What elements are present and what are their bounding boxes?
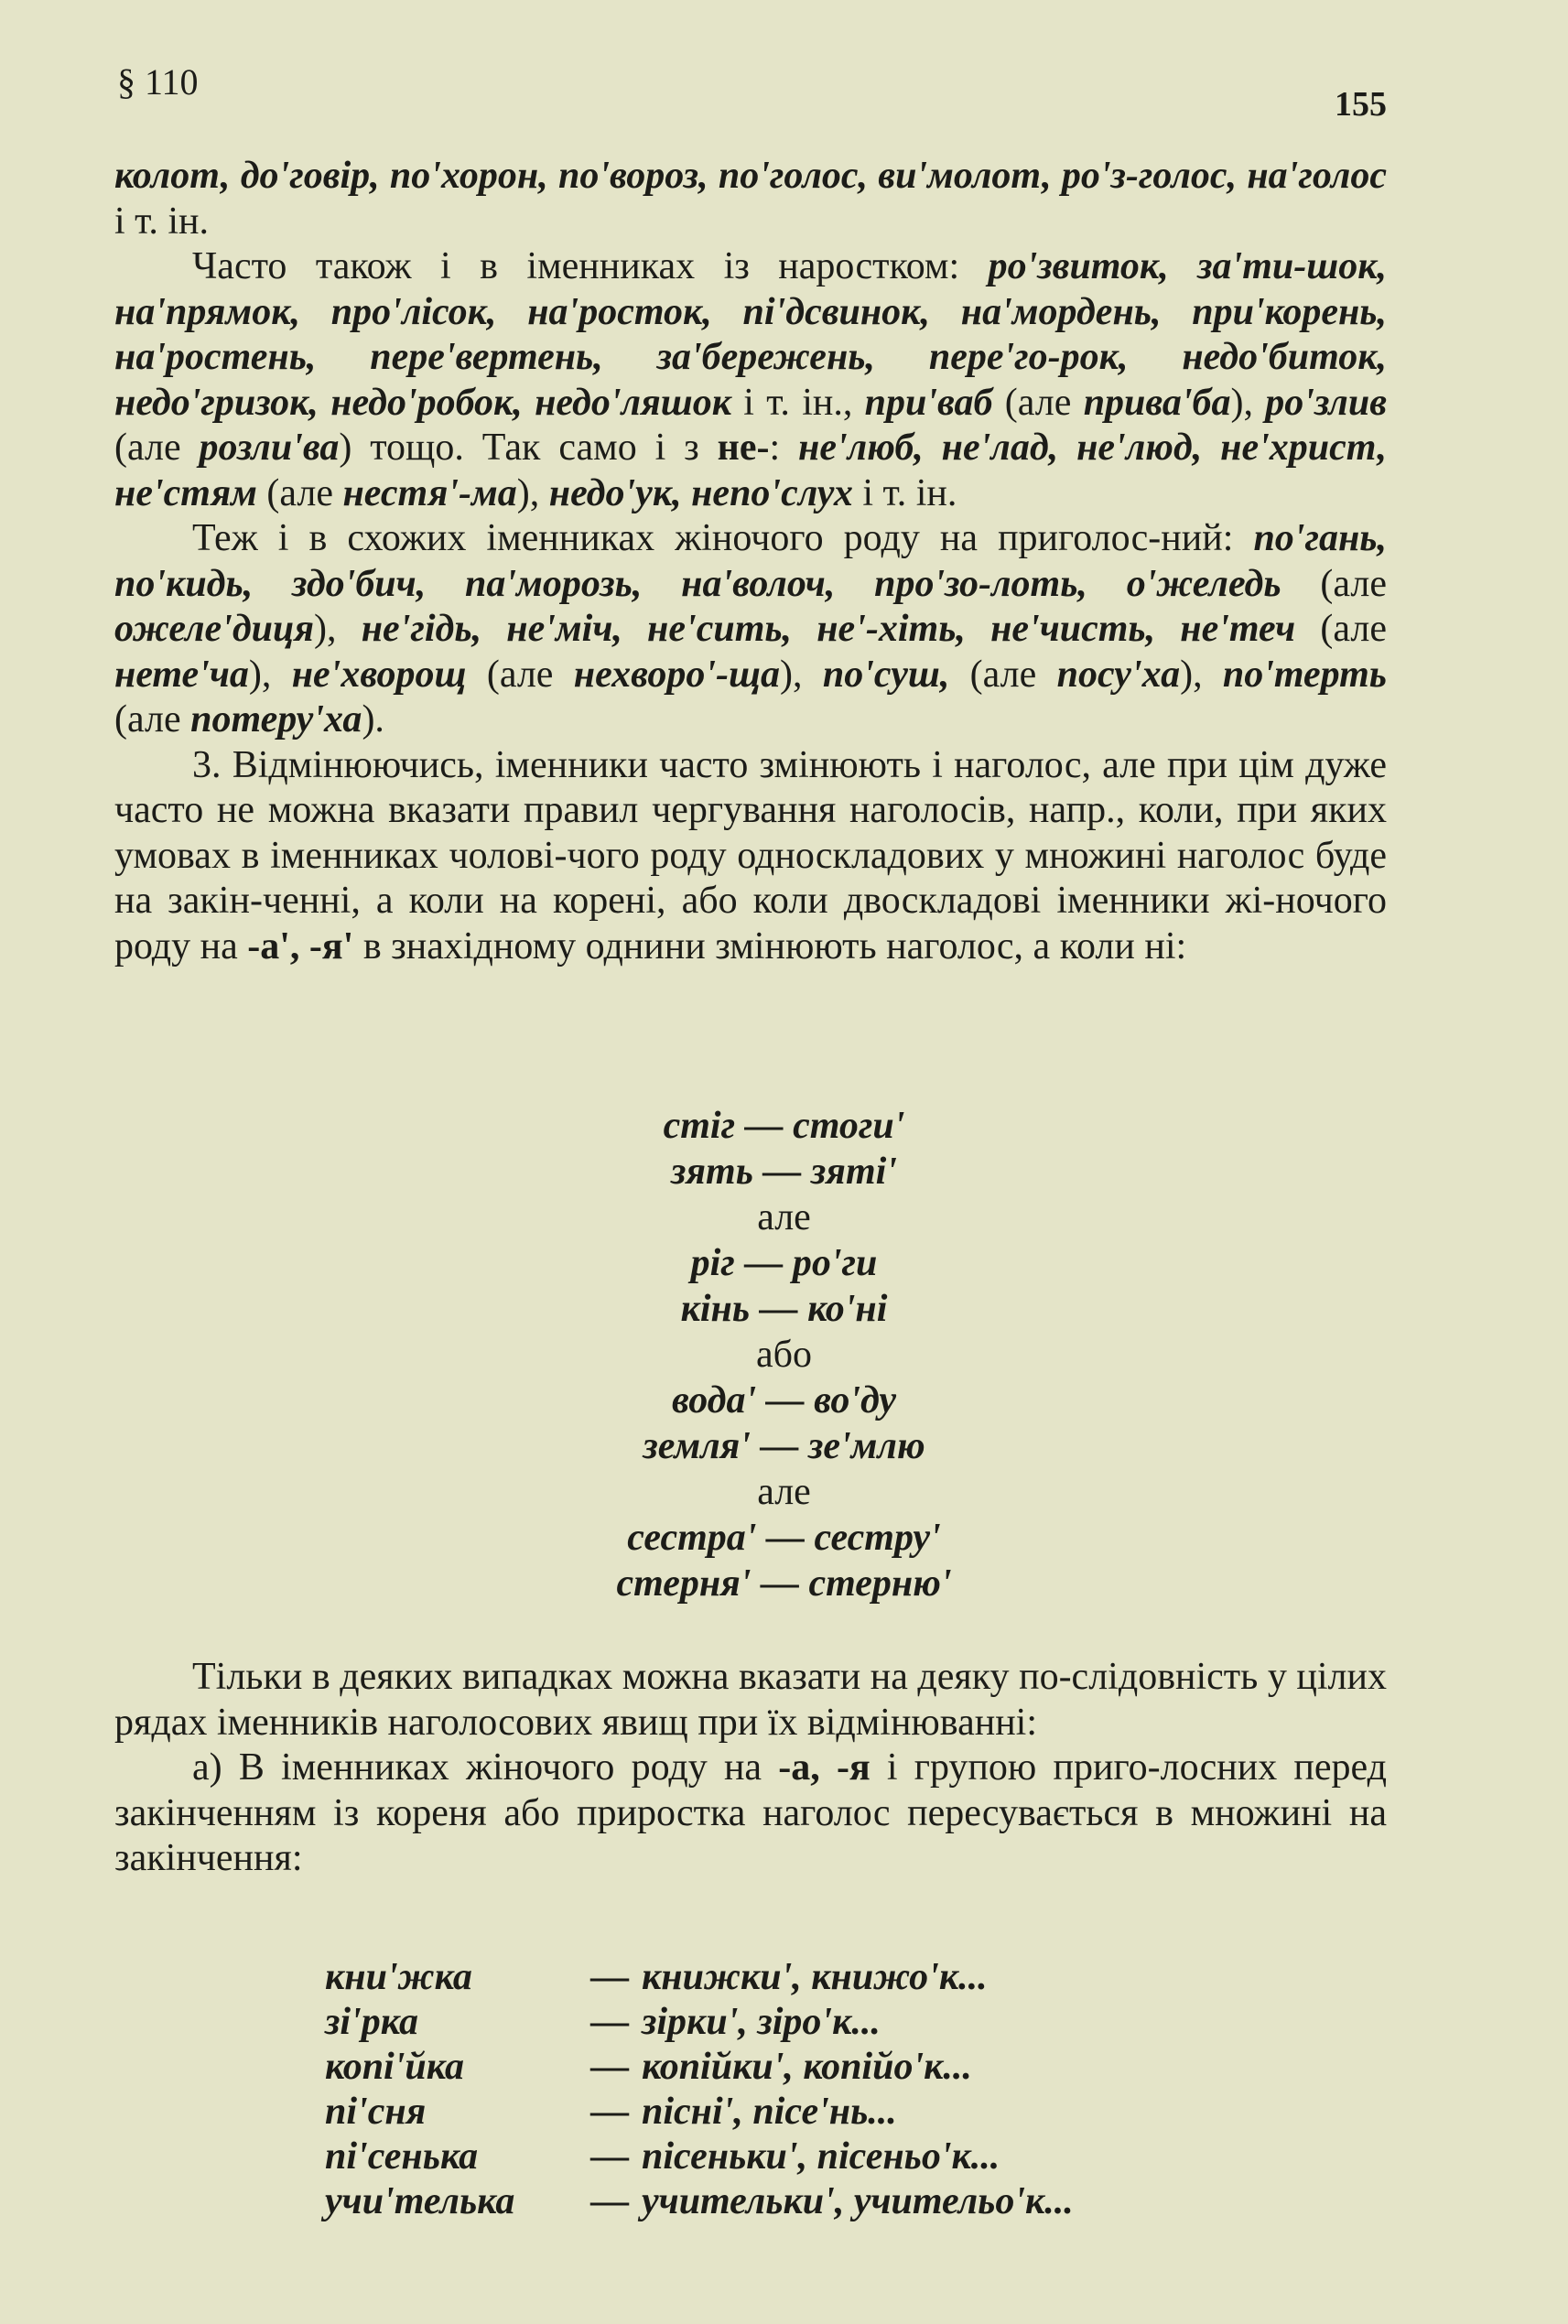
text-run: нестя'-ма bbox=[342, 471, 517, 514]
example-pair: вода' — во'ду bbox=[672, 1379, 896, 1421]
text-run: ), bbox=[314, 608, 362, 650]
example-pair: кінь — ко'ні bbox=[680, 1288, 888, 1330]
paragraph-6 bbox=[114, 1746, 1387, 1882]
plural-forms: книжки', книжо'к... bbox=[642, 1956, 988, 1998]
example-pair: стерня' — стерню' bbox=[616, 1562, 952, 1605]
text-run: ). bbox=[362, 698, 384, 740]
plural-forms: пісеньки', пісеньо'к... bbox=[642, 2135, 1000, 2178]
text-run: ), bbox=[780, 653, 823, 696]
text-run: в знахідному однини змінюють наголос, а коли ні: bbox=[353, 924, 1187, 967]
paragraph-2 bbox=[114, 244, 1387, 516]
text-run: (але bbox=[1295, 608, 1387, 650]
text-run: (але bbox=[992, 381, 1084, 424]
section-number: § 110 bbox=[117, 61, 199, 103]
text-run: (але bbox=[1281, 562, 1387, 605]
text-run: прива'ба bbox=[1083, 381, 1231, 424]
main-text bbox=[114, 154, 1387, 969]
singular-form: копі'йка bbox=[325, 2046, 464, 2088]
text-run: не'люб, не'лад, не'люд, не'христ, не'стям bbox=[114, 427, 1387, 514]
singular-form: зі'рка bbox=[325, 2001, 418, 2043]
text-run: ) тощо. Так само і з bbox=[339, 427, 718, 469]
text-run: ), bbox=[1180, 653, 1223, 696]
text-run: Часто також і в іменниках із наростком: bbox=[192, 245, 989, 287]
text-run: (але bbox=[949, 653, 1057, 696]
text-run: (але bbox=[114, 427, 200, 469]
connector-word: але bbox=[757, 1196, 811, 1238]
text-run: нехворо'-ща bbox=[573, 653, 781, 696]
text-run: а) В іменниках жіночого роду на bbox=[192, 1746, 779, 1789]
paragraph-5 bbox=[114, 1655, 1387, 1746]
text-run: при'ваб bbox=[864, 381, 993, 424]
main-text-continued bbox=[114, 1655, 1387, 1882]
dash: — bbox=[590, 1956, 629, 1998]
text-run: і т. ін. bbox=[114, 200, 210, 243]
connector-word: або bbox=[755, 1334, 812, 1376]
text-run: недо'ук, непо'слух bbox=[548, 471, 853, 514]
page-number: 155 bbox=[1335, 85, 1387, 124]
plural-forms: учительки', учительо'к... bbox=[642, 2180, 1074, 2222]
text-run: ро'звиток, за'ти-шок, на'прямок, про'лісок, на'росток, пі'дсвинок, на'мордень, при'корень, на'ростень, пере'вертень, за'бережень, пере'го-рок, недо'биток, недо'гризок, недо'робок, недо'ляшок bbox=[114, 245, 1387, 424]
text-run: не'хворощ bbox=[291, 653, 467, 696]
text-run: колот, до'говір, по'хорон, по'вороз, по'голос, ви'молот, ро'з-голос, на'голос bbox=[114, 155, 1387, 197]
example-pair: стіг — стоги' bbox=[663, 1105, 905, 1147]
text-run: ), bbox=[516, 471, 549, 514]
example-row bbox=[325, 2179, 1074, 2224]
example-pair: земля' — зе'млю bbox=[643, 1425, 925, 1467]
singular-form: учи'телька bbox=[325, 2180, 515, 2222]
dash: — bbox=[590, 2046, 629, 2088]
dash: — bbox=[590, 2135, 629, 2178]
paragraph-1 bbox=[114, 154, 1387, 244]
text-run: нете'ча bbox=[114, 653, 249, 696]
example-row bbox=[325, 2135, 1074, 2179]
text-run: Тільки в деяких випадках можна вказати на деяку по-слідовність у цілих рядах іменників наголосових явищ при їх відмінюванні: bbox=[114, 1656, 1387, 1744]
text-run: ро'злив bbox=[1265, 381, 1387, 424]
example-table-feminine-nouns bbox=[325, 1955, 1074, 2224]
text-run: і т. ін. bbox=[852, 471, 957, 514]
text-run: і т. ін., bbox=[730, 381, 865, 424]
connector-word: але bbox=[757, 1471, 811, 1513]
text-run: -а', -я' bbox=[247, 924, 354, 967]
paragraph-4 bbox=[114, 743, 1387, 970]
text-run: ожеле'диця bbox=[114, 608, 315, 650]
text-run: по'терть bbox=[1222, 653, 1387, 696]
text-run: (але bbox=[256, 471, 343, 514]
text-run: і групою приго-лосних перед закінченням із кореня або приростка наголос пересувається в множині на закінчення: bbox=[114, 1746, 1387, 1879]
text-run: не- bbox=[717, 427, 770, 469]
example-pair: сестра' — сестру' bbox=[627, 1517, 941, 1559]
dash: — bbox=[590, 2001, 629, 2043]
text-run: не'гідь, не'міч, не'сить, не'-хіть, не'чисть, не'теч bbox=[361, 608, 1296, 650]
text-run: (але bbox=[466, 653, 574, 696]
paragraph-3 bbox=[114, 516, 1387, 743]
plural-forms: пісні', пісе'нь... bbox=[642, 2091, 897, 2133]
text-run: Теж і в схожих іменниках жіночого роду на приголос-ний: bbox=[192, 517, 1254, 559]
example-pair: зять — зяті' bbox=[671, 1151, 897, 1193]
example-list-stress-shift bbox=[0, 1103, 1568, 1606]
text-run: по'гань, по'кидь, здо'бич, па'морозь, на'волоч, про'зо-лоть, о'желедь bbox=[114, 517, 1387, 605]
plural-forms: копійки', копійо'к... bbox=[642, 2046, 972, 2088]
text-run: потеру'ха bbox=[190, 698, 362, 740]
example-pair: ріг — ро'ги bbox=[690, 1242, 878, 1284]
text-run: -а, -я bbox=[778, 1746, 871, 1789]
text-run: посу'ха bbox=[1056, 653, 1181, 696]
text-run: (але bbox=[114, 698, 191, 740]
example-row bbox=[325, 2000, 1074, 2045]
example-row bbox=[325, 2045, 1074, 2090]
text-run: розли'ва bbox=[199, 427, 340, 469]
text-run: ), bbox=[248, 653, 292, 696]
plural-forms: зірки', зіро'к... bbox=[642, 2001, 881, 2043]
example-row bbox=[325, 1955, 1074, 2000]
dash: — bbox=[590, 2091, 629, 2133]
singular-form: пі'сенька bbox=[325, 2135, 479, 2178]
dash: — bbox=[590, 2180, 629, 2222]
text-run: ), bbox=[1230, 381, 1266, 424]
example-row bbox=[325, 2090, 1074, 2135]
text-run: : bbox=[769, 427, 799, 469]
text-run: по'суш, bbox=[822, 653, 950, 696]
text-run: 3. Відмінюючись, іменники часто змінюють і наголос, але при цім дуже часто не можна вказати правил чергування наголосів, напр., коли, при яких умовах в іменниках чолові-чого роду односкладових у множині наголос буде на закін-ченні, а коли на корені, або коли двоскладові іменники жі-ночого роду на bbox=[114, 743, 1387, 967]
singular-form: пі'сня bbox=[325, 2091, 427, 2133]
singular-form: кни'жка bbox=[325, 1956, 472, 1998]
